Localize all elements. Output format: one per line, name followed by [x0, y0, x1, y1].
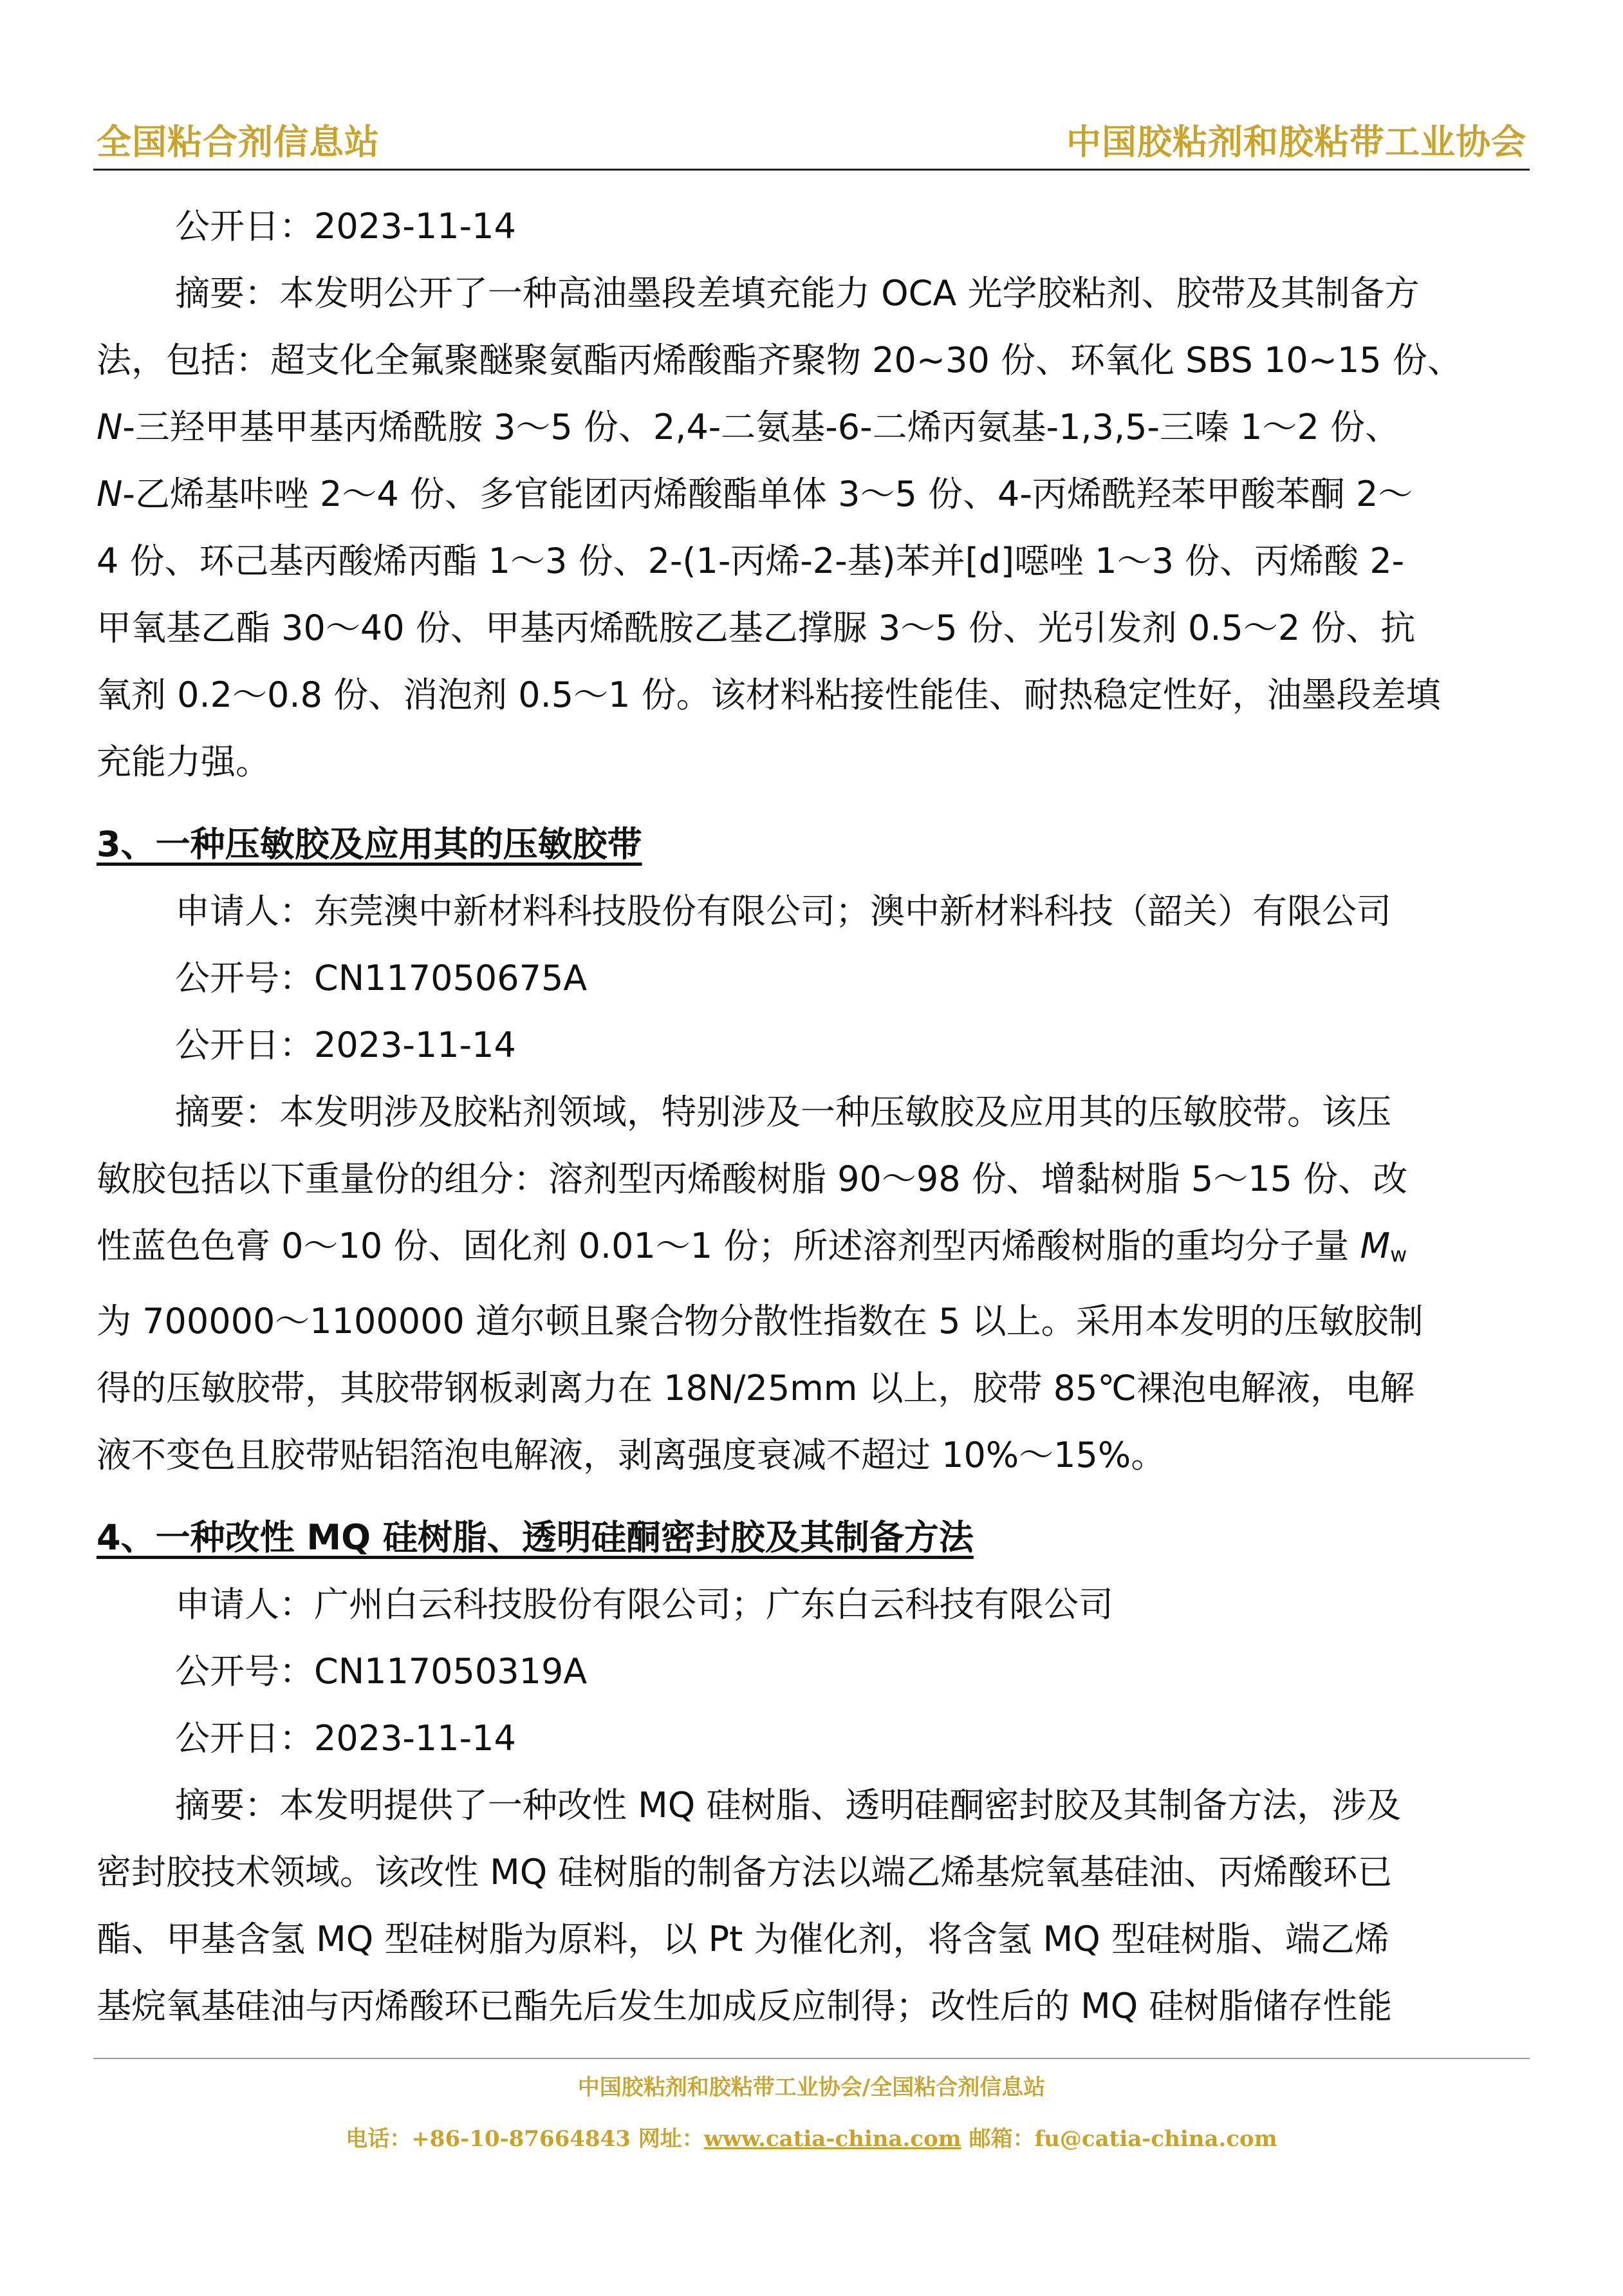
mw-symbol: M — [1360, 1226, 1391, 1266]
item4-pub-no: 公开号：CN117050319A — [175, 1651, 588, 1692]
item4-abstract-line: 基烷氧基硅油与丙烯酸环已酯先后发生加成反应制得；改性后的 MQ 硅树脂储存性能 — [97, 1986, 1393, 2026]
footer-website-link[interactable]: www.catia-china.com — [703, 2126, 961, 2152]
item4-abstract-line: 摘要：本发明提供了一种改性 MQ 硅树脂、透明硅酮密封胶及其制备方法，涉及 — [175, 1785, 1402, 1825]
item3-title: 3、一种压敏胶及应用其的压敏胶带 — [97, 824, 642, 864]
item4-title: 4、一种改性 MQ 硅树脂、透明硅酮密封胶及其制备方法 — [97, 1517, 974, 1558]
footer-contact-line — [0, 2121, 1623, 2152]
item3-abstract-line: 性蓝色色膏 0～10 份、固化剂 0.01～1 份；所述溶剂型丙烯酸树脂的重均分子量 $M_w$ — [97, 1226, 1407, 1267]
item2-abstract-line: 4 份、环己基丙酸烯丙酯 1～3 份、2-(1-丙烯-2-基)苯并[d]噁唑 1～3 份、丙烯酸 2- — [97, 541, 1405, 581]
item3-pub-date: 公开日：2023-11-14 — [175, 1025, 516, 1065]
footer-divider — [93, 2058, 1530, 2059]
item3-abstract-line: 摘要：本发明涉及胶粘剂领域，特别涉及一种压敏胶及应用其的压敏胶带。该压 — [175, 1092, 1391, 1132]
footer-org-line: 中国胶粘剂和胶粘带工业协会/全国粘合剂信息站 — [577, 2075, 1046, 2100]
item2-abstract-line: 摘要：本发明公开了一种高油墨段差填充能力 OCA 光学胶粘剂、胶带及其制备方 — [175, 273, 1420, 313]
item2-abstract-line: 甲氧基乙酯 30～40 份、甲基丙烯酰胺乙基乙撑脲 3～5 份、光引发剂 0.5～2 份、抗 — [97, 608, 1416, 648]
footer-email: 邮箱：fu@catia-china.com — [961, 2126, 1277, 2152]
item2-abstract-line: N-乙烯基咔唑 2～4 份、多官能团丙烯酸酯单体 3～5 份、4-丙烯酰羟苯甲酸苯酮 2～ — [97, 474, 1413, 514]
header-divider — [93, 169, 1530, 171]
item3-pub-no: 公开号：CN117050675A — [175, 958, 588, 998]
item4-applicant: 申请人：广州白云科技股份有限公司；广东白云科技有限公司 — [175, 1584, 1113, 1625]
item2-abstract-line: N-三羟甲基甲基丙烯酰胺 3～5 份、2,4-二氨基-6-二烯丙氨基-1,3,5-三嗪 1～2 份、 — [97, 407, 1400, 447]
mw-subscript: w — [1390, 1242, 1407, 1267]
item2-abstract-line: 充能力强。 — [97, 742, 270, 782]
item3-applicant: 申请人：东莞澳中新材料科技股份有限公司；澳中新材料科技（韶关）有限公司 — [175, 891, 1391, 931]
item2-abstract-line: 法，包括：超支化全氟聚醚聚氨酯丙烯酸酯齐聚物 20~30 份、环氧化 SBS 10~15 份、 — [97, 340, 1462, 380]
item4-abstract-line: 酯、甲基含氢 MQ 型硅树脂为原料，以 Pt 为催化剂，将含氢 MQ 型硅树脂、端乙烯 — [97, 1919, 1389, 1959]
item3-abstract-line: 敏胶包括以下重量份的组分：溶剂型丙烯酸树脂 90～98 份、增黏树脂 5～15 份、改 — [97, 1159, 1408, 1199]
item3-abstract-line: 液不变色且胶带贴铝箔泡电解液，剥离强度衰减不超过 10%～15%。 — [97, 1435, 1166, 1475]
n-italic: N — [97, 474, 123, 514]
item3-abstract-line: 为 700000～1100000 道尔顿且聚合物分散性指数在 5 以上。采用本发明的压敏胶制 — [97, 1301, 1424, 1341]
item4-abstract-line: 密封胶技术领域。该改性 MQ 硅树脂的制备方法以端乙烯基烷氧基硅油、丙烯酸环已 — [97, 1852, 1393, 1892]
item2-abstract-line: 氧剂 0.2～0.8 份、消泡剂 0.5～1 份。该材料粘接性能佳、耐热稳定性好，油墨段差填 — [97, 675, 1441, 715]
header-left-title: 全国粘合剂信息站 — [97, 122, 380, 162]
header-right-title: 中国胶粘剂和胶粘带工业协会 — [1066, 122, 1526, 162]
main-content — [97, 193, 1538, 2040]
item4-pub-date: 公开日：2023-11-14 — [175, 1718, 516, 1759]
item2-pub-date: 公开日：2023-11-14 — [175, 206, 516, 247]
n-italic: N — [97, 407, 123, 447]
footer-phone: 电话：+86-10-87664843 网址： — [346, 2126, 704, 2152]
item3-abstract-line: 得的压敏胶带，其胶带钢板剥离力在 18N/25mm 以上，胶带 85℃裸泡电解液，电解 — [97, 1368, 1415, 1408]
